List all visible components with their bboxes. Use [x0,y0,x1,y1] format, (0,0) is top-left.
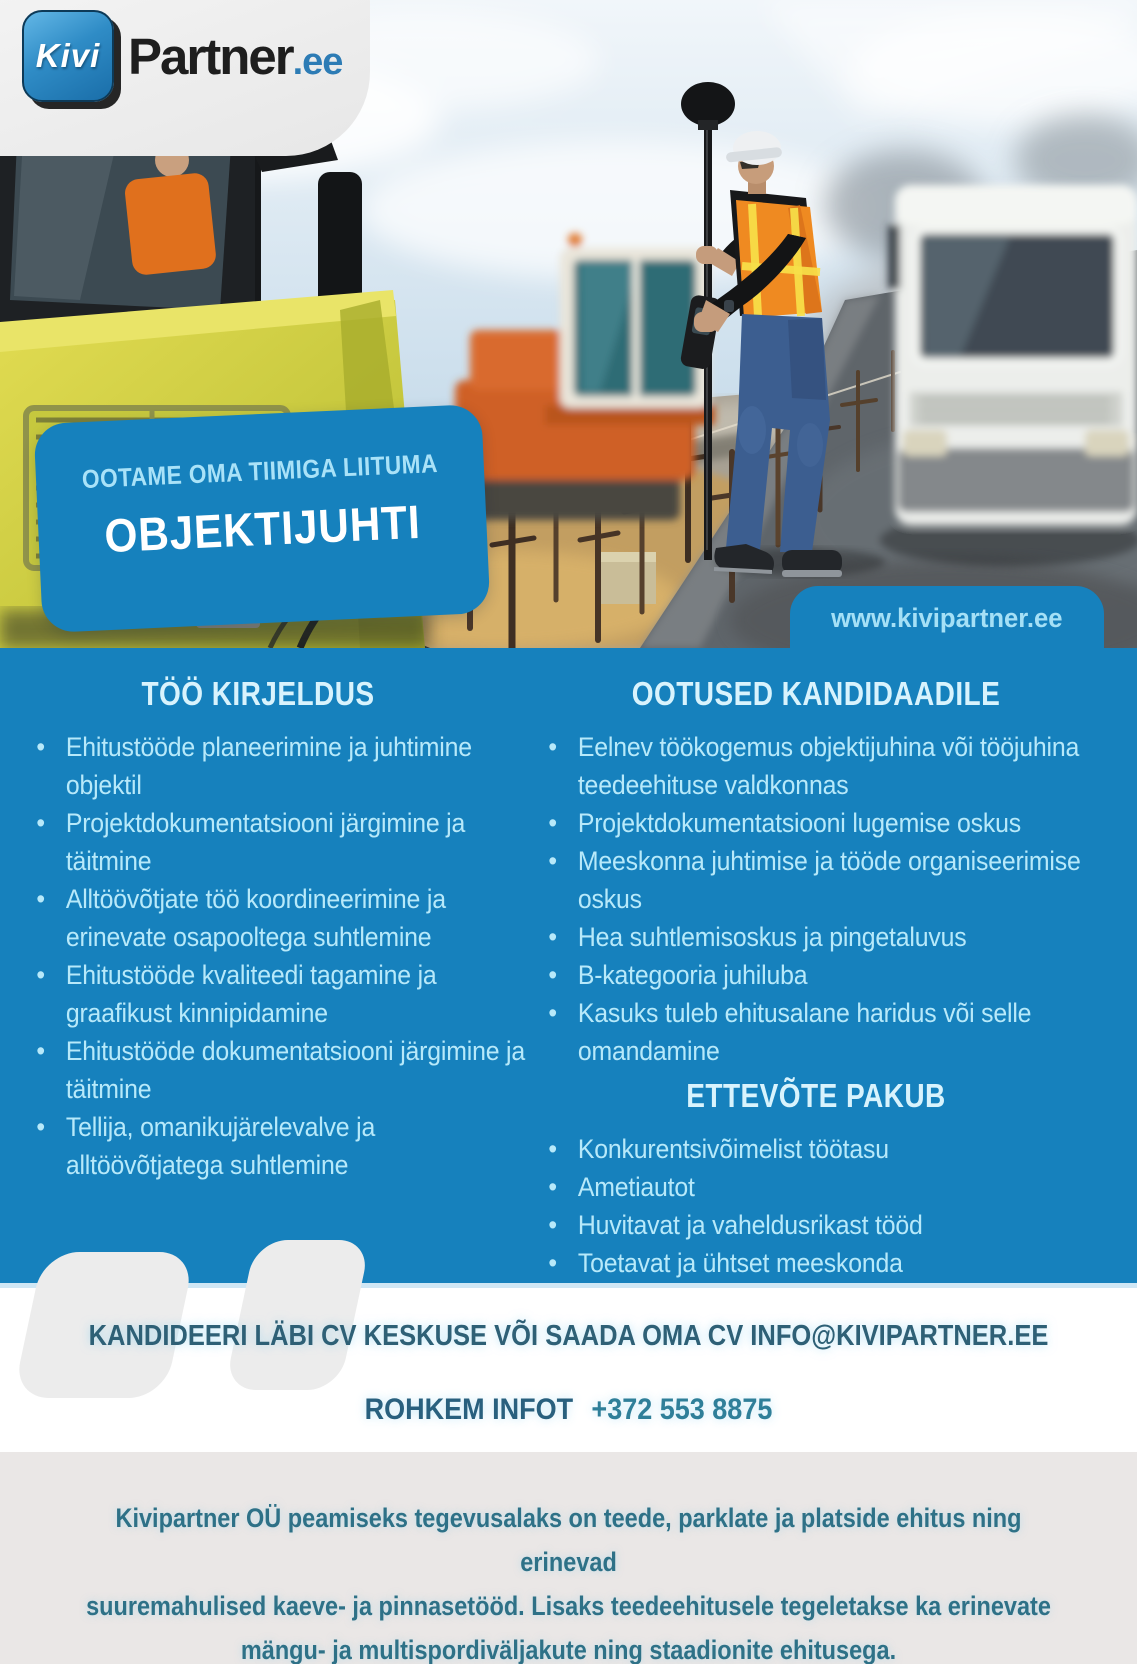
apply-instructions: KANDIDEERI LÄBI CV KESKUSE VÕI SAADA OMA CV INFO@KIVIPARTNER.EE [88,1320,1049,1352]
company-logo [22,10,342,102]
website-badge [790,586,1104,650]
offer-item: • Konkurentsivõimelist töötasu [548,1130,1137,1168]
job-description-list [18,728,531,1184]
expectation-item: • Hea suhtlemisoskus ja pingetaluvus [548,918,1137,956]
phone-number: +372 553 8875 [591,1393,773,1426]
intro-line: OOTAME OMA TIIMIGA LIITUMA [81,447,439,495]
company-description [0,1452,1137,1664]
job-description-item: • Projektdokumentatsiooni järgimine ja täitmine [36,804,531,880]
offer-item: • Ametiautot [548,1168,1137,1206]
offers-list [530,1130,1137,1282]
job-description-item: • Ehitustööde planeerimine ja juhtimine objektil [36,728,531,804]
truck-illustration [880,185,1137,566]
offers-title: ETTEVÕTE PAKUB [686,1077,946,1114]
job-description-item: • Ehitustööde dokumentatsiooni järgimine ja täitmine [36,1032,531,1108]
job-description-column [18,648,526,1184]
job-description-title: TÖÖ KIRJELDUS [141,675,375,712]
offer-item: • Huvitavat ja vaheldusrikast tööd [548,1206,1137,1244]
offer-item: • Toetavat ja ühtset meeskonda [548,1244,1137,1282]
company-description-line: mängu- ja multispordiväljakute ning staadionite ehitusega. [240,1635,897,1664]
vacancy-title-box [33,404,490,633]
company-description-line: suuremahulised kaeve- ja pinnasetööd. Lisaks teedeehitusele tegeletakse ka erinevate [86,1591,1051,1621]
logo-wordmark [128,27,342,86]
expectation-item: • Eelnev töökogemus objektijuhina või tööjuhina teedeehituse valdkonnas [548,728,1137,804]
expectation-item: • Meeskonna juhtimise ja tööde organiseerimise oskus [548,842,1137,918]
website-url: www.kivipartner.ee [831,602,1063,633]
expectations-title: OOTUSED KANDIDAADILE [631,675,1001,712]
candidate-column [530,648,1102,1282]
logo-domain-suffix: .ee [292,40,343,83]
logo-area [0,0,370,156]
expectation-item: • B-kategooria juhiluba [548,956,1137,994]
logo-badge-text: Kivi [35,37,101,74]
contact-info [57,1393,1080,1427]
expectation-item: • Projektdokumentatsiooni lugemise oskus [548,804,1137,842]
expectations-list [530,728,1137,1070]
expectation-item: • Kasuks tuleb ehitusalane haridus või selle omandamine [548,994,1137,1070]
details-section [0,648,1137,1283]
job-description-item: • Ehitustööde kvaliteedi tagamine ja graafikust kinnipidamine [36,956,531,1032]
job-description-item: • Alltöövõtjate töö koordineerimine ja erinevate osapooltega suhtlemine [36,880,531,956]
more-info-label: ROHKEM INFOT [364,1393,574,1426]
position-title: OBJEKTIJUHTI [103,494,422,563]
job-description-item: • Tellija, omanikujärelevalve ja alltöövõtjatega suhtlemine [36,1108,531,1184]
logo-text: Partner [128,27,293,85]
kivi-logo-badge [22,10,114,102]
company-description-line: Kivipartner OÜ peamiseks tegevusalaks on teede, parklate ja platside ehitus ning erinevad [115,1503,1022,1577]
